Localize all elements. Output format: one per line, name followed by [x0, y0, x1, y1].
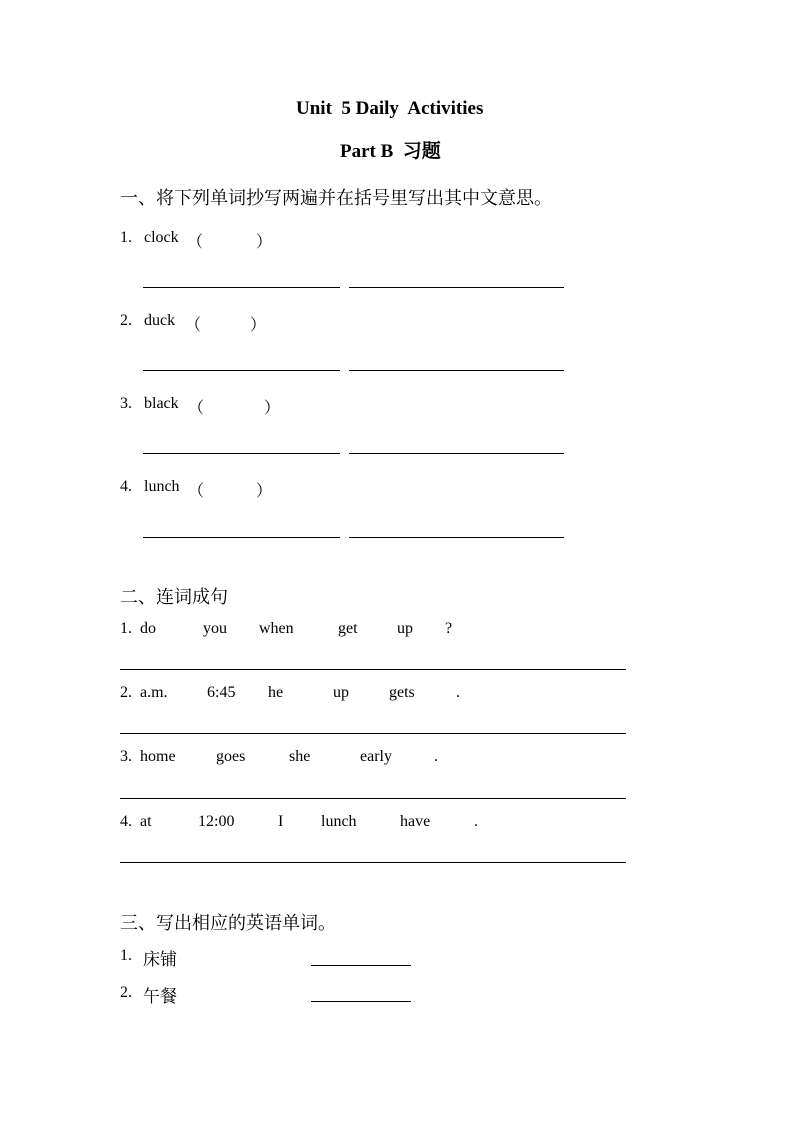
answer-line [311, 965, 411, 966]
copy-line [143, 287, 340, 288]
s1-item-number: 4. [120, 478, 132, 495]
s2-word: up [333, 684, 349, 701]
s1-item-left-paren: （ [185, 317, 202, 334]
s1-item-word: clock [144, 229, 179, 246]
s1-item-right-paren: ） [256, 234, 273, 251]
s2-row-number: 1. [120, 620, 132, 637]
s1-item-right-paren: ） [256, 483, 273, 500]
section3-heading: 三、写出相应的英语单词。 [120, 913, 336, 934]
s2-word: . [456, 684, 460, 701]
copy-line [143, 453, 340, 454]
s2-word: lunch [321, 813, 357, 830]
section2-heading: 二、连词成句 [120, 587, 228, 608]
copy-line [349, 537, 564, 538]
page-title: Unit 5 Daily Activities [296, 98, 484, 119]
s2-word: ? [445, 620, 453, 637]
s3-item-chinese: 床铺 [143, 950, 177, 970]
s2-word: . [474, 813, 478, 830]
s1-item-number: 2. [120, 312, 132, 329]
s2-word: have [400, 813, 431, 830]
s2-word: 6:45 [207, 684, 236, 701]
s1-item-left-paren: （ [188, 400, 205, 417]
s2-word: at [140, 813, 152, 830]
answer-line [120, 798, 626, 799]
s1-item-word: lunch [144, 478, 180, 495]
s2-row-number: 2. [120, 684, 132, 701]
s2-row-number: 3. [120, 748, 132, 765]
s2-word: gets [389, 684, 415, 701]
s2-word: you [203, 620, 227, 637]
copy-line [143, 537, 340, 538]
s1-item-right-paren: ） [250, 317, 267, 334]
s1-item-word: duck [144, 312, 176, 329]
s1-item-number: 3. [120, 395, 132, 412]
s2-word: home [140, 748, 176, 765]
s2-word: he [268, 684, 284, 701]
s2-word: get [338, 620, 358, 637]
page-subtitle: Part B 习题 [340, 141, 441, 162]
s2-word: early [360, 748, 392, 765]
s3-item-number: 1. [120, 947, 132, 964]
section1-heading: 一、将下列单词抄写两遍并在括号里写出其中文意思。 [120, 188, 552, 209]
s2-word: a.m. [140, 684, 168, 701]
s2-row-number: 4. [120, 813, 132, 830]
answer-line [120, 862, 626, 863]
s2-word: I [278, 813, 284, 830]
s3-item-number: 2. [120, 984, 132, 1001]
s2-word: when [259, 620, 294, 637]
copy-line [143, 370, 340, 371]
s1-item-number: 1. [120, 229, 132, 246]
s1-item-left-paren: （ [187, 234, 204, 251]
s2-word: . [434, 748, 438, 765]
answer-line [120, 669, 626, 670]
s1-item-left-paren: （ [188, 483, 205, 500]
s2-word: do [140, 620, 156, 637]
s1-item-word: black [144, 395, 179, 412]
answer-line [311, 1001, 411, 1002]
copy-line [349, 287, 564, 288]
s2-word: up [397, 620, 413, 637]
copy-line [349, 370, 564, 371]
copy-line [349, 453, 564, 454]
s2-word: goes [216, 748, 246, 765]
s1-item-right-paren: ） [264, 400, 281, 417]
s3-item-chinese: 午餐 [143, 987, 177, 1007]
s2-word: 12:00 [198, 813, 235, 830]
s2-word: she [289, 748, 311, 765]
answer-line [120, 733, 626, 734]
